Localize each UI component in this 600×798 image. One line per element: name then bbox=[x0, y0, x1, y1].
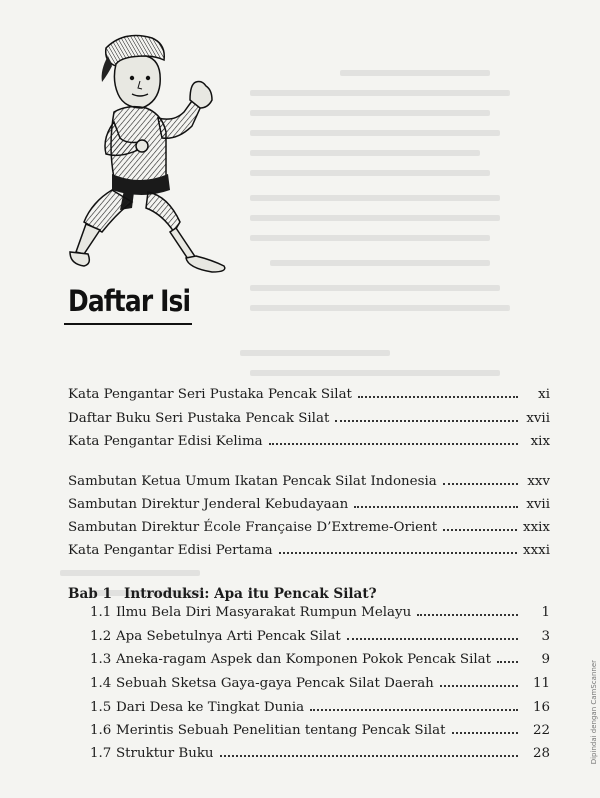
entry-title: Dari Desa ke Tingkat Dunia bbox=[116, 700, 305, 715]
entry-page: 16 bbox=[532, 700, 550, 715]
section-number: 1.7 bbox=[90, 746, 112, 761]
leader-dots bbox=[358, 396, 518, 398]
entry-page: 11 bbox=[532, 676, 550, 691]
toc-entry[interactable] bbox=[68, 467, 550, 489]
leader-dots bbox=[443, 529, 517, 531]
entry-page: 9 bbox=[541, 652, 550, 667]
entry-page: xxv bbox=[527, 474, 550, 489]
entry-page: xvii bbox=[526, 411, 550, 426]
entry-page: xi bbox=[538, 387, 550, 402]
entry-page: xxxi bbox=[523, 543, 550, 558]
leader-dots bbox=[279, 552, 517, 554]
entry-title: Apa Sebetulnya Arti Pencak Silat bbox=[116, 629, 341, 644]
entry-title: Sambutan Direktur École Française D’Extreme-Orient bbox=[68, 520, 438, 535]
title-underline bbox=[64, 323, 192, 325]
entry-title: Merintis Sebuah Penelitian tentang Pencak Silat bbox=[116, 723, 446, 738]
entry-page: 3 bbox=[541, 629, 550, 644]
toc-entry[interactable] bbox=[68, 716, 550, 738]
leader-dots bbox=[443, 483, 518, 485]
entry-title: Kata Pengantar Edisi Kelima bbox=[68, 434, 263, 449]
entry-title: Kata Pengantar Seri Pustaka Pencak Silat bbox=[68, 387, 352, 402]
entry-page: xvii bbox=[526, 497, 550, 512]
entry-page: 1 bbox=[541, 605, 550, 620]
toc-entry[interactable] bbox=[68, 669, 550, 691]
toc-entry[interactable] bbox=[68, 739, 550, 761]
section-number: 1.3 bbox=[90, 652, 112, 667]
section-number: 1.2 bbox=[90, 629, 112, 644]
entry-page: 28 bbox=[532, 746, 550, 761]
leader-dots bbox=[440, 685, 518, 687]
toc-entry[interactable] bbox=[68, 536, 550, 558]
leader-dots bbox=[347, 638, 518, 640]
entry-title: Kata Pengantar Edisi Pertama bbox=[68, 543, 273, 558]
entry-title: Sebuah Sketsa Gaya-gaya Pencak Silat Daerah bbox=[116, 676, 434, 691]
leader-dots bbox=[354, 506, 518, 508]
toc-entry[interactable] bbox=[68, 622, 550, 644]
entry-page: xix bbox=[530, 434, 550, 449]
toc-entry[interactable] bbox=[68, 427, 550, 449]
entry-title: Sambutan Ketua Umum Ikatan Pencak Silat Indonesia bbox=[68, 474, 437, 489]
entry-page: 22 bbox=[532, 723, 550, 738]
toc-entry[interactable] bbox=[68, 380, 550, 402]
toc-entry[interactable] bbox=[68, 598, 550, 620]
scanner-watermark: Dipindai dengan CamScanner bbox=[590, 660, 598, 765]
page-title: Daftar Isi bbox=[68, 284, 191, 318]
chapter-number: Bab 1 bbox=[68, 586, 112, 602]
toc-entry[interactable] bbox=[68, 404, 550, 426]
leader-dots bbox=[497, 661, 518, 663]
entry-page: xxix bbox=[523, 520, 550, 535]
leader-dots bbox=[417, 614, 518, 616]
toc-entry[interactable] bbox=[68, 490, 550, 512]
leader-dots bbox=[310, 709, 518, 711]
section-number: 1.4 bbox=[90, 676, 112, 691]
entry-title: Aneka-ragam Aspek dan Komponen Pokok Pencak Silat bbox=[116, 652, 492, 667]
chapter-title: Introduksi: Apa itu Pencak Silat? bbox=[124, 586, 377, 602]
section-number: 1.1 bbox=[90, 605, 112, 620]
toc-entry[interactable] bbox=[68, 693, 550, 715]
section-number: 1.5 bbox=[90, 700, 112, 715]
section-number: 1.6 bbox=[90, 723, 112, 738]
leader-dots bbox=[220, 755, 518, 757]
entry-title: Daftar Buku Seri Pustaka Pencak Silat bbox=[68, 411, 330, 426]
entry-title: Ilmu Bela Diri Masyarakat Rumpun Melayu bbox=[116, 605, 412, 620]
toc-entry[interactable] bbox=[68, 513, 550, 535]
leader-dots bbox=[269, 443, 518, 445]
entry-title: Sambutan Direktur Jenderal Kebudayaan bbox=[68, 497, 349, 512]
entry-title: Struktur Buku bbox=[116, 746, 214, 761]
silat-boy-illustration bbox=[62, 26, 232, 278]
leader-dots bbox=[335, 420, 518, 422]
toc-entry[interactable] bbox=[68, 645, 550, 667]
leader-dots bbox=[452, 732, 518, 734]
